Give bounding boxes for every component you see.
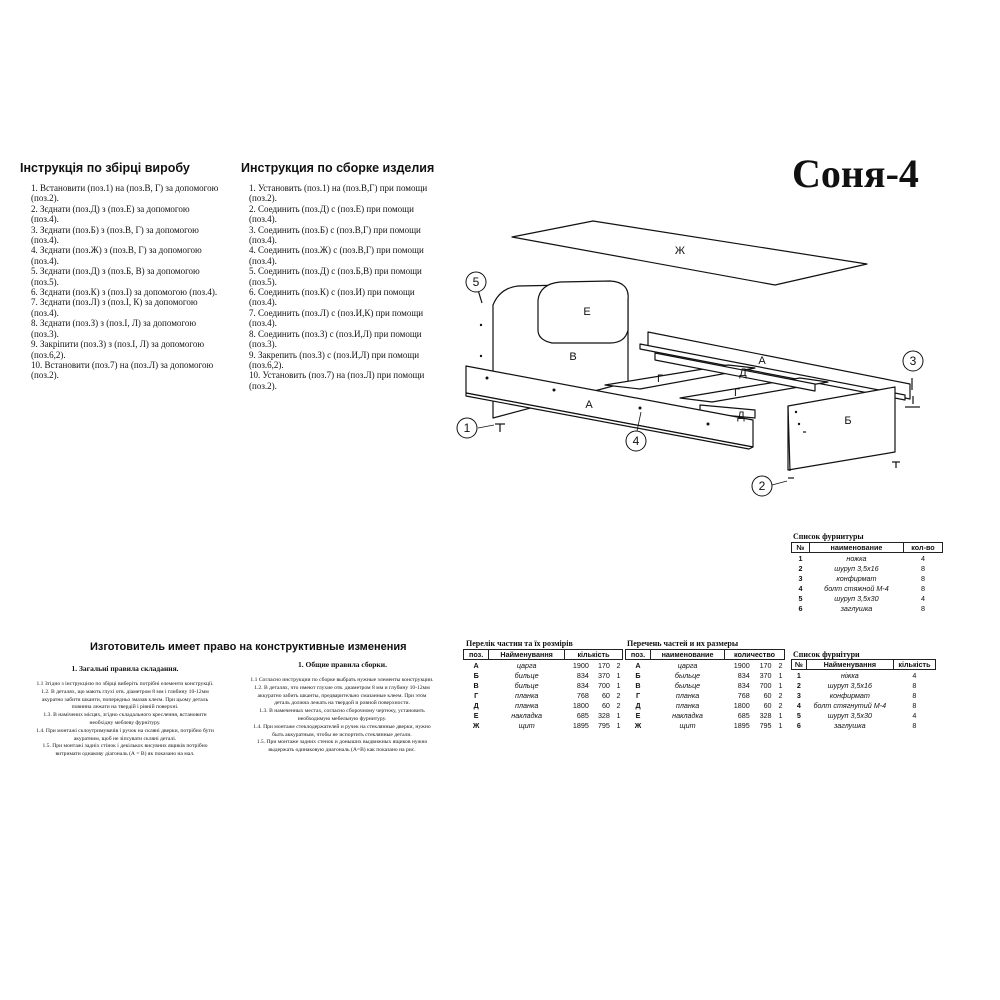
table-cell: 8 (912, 690, 917, 700)
text-line: необходимую мебельную фурнитуру. (297, 715, 387, 722)
table-cell: Б (635, 670, 641, 680)
table-cell: 834 (576, 680, 589, 690)
text-line: необхідну меблеву фурнітуру. (89, 719, 161, 726)
table-cell: 3 (798, 573, 803, 583)
text-line: (поз.4). (249, 214, 277, 225)
table-cell: 768 (737, 690, 750, 700)
table-cell: 60 (601, 700, 610, 710)
text-line: 1.4. При монтажі склоутримувачів і ручок на скляні дверки, потрібно бути (36, 727, 214, 734)
text-line: 1.3. В намічених місцях, згідно складального креслення, встановити (43, 712, 207, 719)
product-title: Соня-4 (792, 151, 919, 196)
text-line: (поз.4). (249, 235, 277, 246)
text-line: 1.5. При монтаже задних стенок и доныших выдвижных ящиков нужно (256, 739, 428, 746)
table-cell: Д (635, 700, 641, 710)
label-zh: Ж (674, 245, 686, 257)
table-cell: 3 (796, 690, 801, 700)
table-cell: 5 (796, 710, 801, 720)
table-cell: 5 (798, 593, 803, 603)
table-row (792, 690, 936, 700)
text-line: (поз.6,2). (249, 359, 284, 370)
table-cell: 1900 (733, 660, 750, 670)
table-cell: 2 (778, 700, 783, 710)
text-line: 10. Встановити (поз.7) на (поз.Л) за допомогою (31, 359, 214, 370)
table-row (464, 660, 623, 671)
table-row (792, 680, 936, 690)
table-cell: планка (675, 690, 700, 700)
table-row (792, 670, 936, 681)
text-line: акуратним, щоб не зіпсувати скляні деталі. (73, 735, 177, 742)
table-cell: 328 (759, 710, 772, 720)
table-cell: 768 (576, 690, 589, 700)
table-cell: 795 (759, 720, 772, 730)
table-header: кількість (565, 650, 623, 660)
table-cell: 8 (921, 583, 925, 593)
text-line: (поз.4). (31, 235, 59, 246)
text-line: 2. Соединить (поз.Д) с (поз.Е) при помощи (249, 203, 414, 214)
text-line: 1.3. В намеченных местах, согласно сборочному чертежу, установить (259, 708, 425, 715)
table-cell: быльце (674, 670, 701, 680)
table-cell: 1895 (733, 720, 750, 730)
table-header: поз. (626, 650, 651, 660)
text-line: 3. Зєднати (поз.Б) з (поз.В, Г) за допомогою (31, 224, 199, 235)
table-cell: шуруп 3,5х30 (834, 593, 879, 603)
table-row (792, 553, 943, 564)
table-cell: 1 (778, 720, 783, 730)
table-header: количество (725, 650, 785, 660)
table-cell: 6 (796, 720, 801, 730)
text-line: (поз.6,2). (31, 349, 66, 360)
parts-ru-table (625, 649, 785, 730)
label-e: Е (583, 306, 591, 318)
table-cell: Е (635, 710, 641, 720)
label-g-1: Г (657, 373, 663, 385)
text-line: быть аккуратным, чтобы не испортить стеклянные детали. (272, 731, 412, 738)
callout-4: 4 (632, 434, 640, 448)
table-cell: планка (675, 700, 700, 710)
table-cell: 328 (597, 710, 610, 720)
text-line: 7. Соединить (поз.Л) с (поз.И,К) при помощи (249, 307, 424, 318)
text-line: аккуратно забить шканты, предварительно смазанные клеем. При этом (257, 692, 427, 699)
table-cell: 1 (798, 553, 803, 563)
label-a-front: А (585, 399, 593, 411)
part-b-footboard (788, 387, 895, 470)
table-cell: 60 (763, 700, 772, 710)
table-cell: Ж (472, 720, 480, 730)
text-line: (поз.2). (249, 380, 277, 391)
ru-instructions-title: Инструкция по сборке изделия (241, 161, 435, 175)
ua-rules-title: 1. Загальні правила складання. (71, 664, 179, 673)
table-cell: щит (518, 720, 535, 730)
text-line: 1.5. При монтажі задніх стінок і декількох висувних ящиків потрібно (42, 743, 208, 750)
callout-3: 3 (909, 354, 917, 368)
text-line: 1.2. В деталях, що мають глухі отв. діаметром 8 мм і глибину 10-12мм (41, 688, 209, 695)
text-line: (поз.4). (249, 297, 277, 308)
table-row (792, 710, 936, 720)
text-line: 6. Зєднати (поз.К) з (поз.І) за допомогою (поз.4). (31, 287, 218, 298)
table-row (464, 700, 623, 710)
text-line: (поз.4). (249, 255, 277, 266)
text-line: 5. Зєднати (поз.Д) з (поз.Б, В) за допомогою (31, 266, 200, 277)
table-header: Найменування (489, 650, 565, 660)
table-cell: болт стягнутий М-4 (813, 700, 887, 710)
table-header: кількість (893, 660, 935, 670)
table-cell: Д (473, 700, 479, 710)
ru-rules-text (236, 677, 448, 755)
text-line: 1.1 Согласно инструкции по сборке выбрать нужные элементы конструкции. (250, 677, 434, 683)
table-row (792, 573, 943, 583)
table-cell: 2 (778, 690, 783, 700)
text-line: 3. Соединить (поз.Б) с (поз.В,Г) при помощи (249, 224, 421, 235)
ua-rules-text (18, 681, 232, 759)
table-cell: 6 (798, 603, 803, 613)
table-cell: 834 (737, 680, 750, 690)
table-cell: бильце (514, 680, 539, 690)
text-line: 8. Зєднати (поз.З) з (поз.І, Л) за допомогою (31, 318, 197, 329)
table-cell: Е (473, 710, 479, 720)
table-header: наименование (809, 543, 903, 553)
table-header: № (792, 660, 807, 670)
text-line: 2. Зєднати (поз.Д) з (поз.Е) за допомогою (31, 203, 190, 214)
table-row (626, 720, 785, 730)
table-cell: заглушка (833, 720, 866, 730)
label-v: В (569, 351, 577, 363)
table-cell: 4 (912, 670, 917, 680)
text-line: 10. Установить (поз.7) на (поз.Л) при помощи (249, 370, 425, 381)
text-line: витримати однакову діагональ (А = В) як показано на мал. (55, 751, 195, 758)
table-cell: 170 (597, 660, 610, 670)
table-cell: накладка (672, 710, 703, 720)
text-line: 1.1 Згідно з інструкцією по збірці виберіть потрібні елементи конструкції. (36, 681, 214, 687)
table-cell: накладка (511, 710, 543, 720)
table-cell: Г (474, 690, 479, 700)
table-cell: царга (677, 660, 698, 670)
fittings-ua-table (791, 659, 936, 730)
table-cell: щит (679, 720, 696, 730)
table-cell: 2 (616, 660, 621, 670)
parts-ru-caption: Перечень частей и их размеры (627, 639, 739, 648)
table-cell: 2 (616, 700, 621, 710)
table-cell: 1800 (572, 700, 589, 710)
table-row (464, 670, 623, 680)
ru-rules-title: 1. Общие правила сборки. (298, 660, 387, 669)
table-cell: 4 (921, 553, 925, 563)
label-g-2: Г (734, 387, 740, 399)
text-line: (поз.4). (249, 318, 277, 329)
table-cell: 4 (912, 710, 917, 720)
table-cell: В (473, 680, 479, 690)
table-cell: 2 (798, 563, 803, 573)
table-cell: 1800 (733, 700, 750, 710)
table-cell: 8 (921, 603, 925, 613)
table-cell: 4 (796, 700, 801, 710)
table-cell: шуруп 3,5х16 (834, 563, 879, 573)
table-row (626, 690, 785, 700)
text-line: повинна лежати на твердій і рівній поверхні. (71, 704, 179, 711)
table-cell: А (635, 660, 641, 670)
table-header: поз. (464, 650, 489, 660)
table-row (792, 720, 936, 730)
text-line: (поз.2). (249, 193, 277, 204)
table-cell: 685 (576, 710, 589, 720)
table-row (792, 603, 943, 613)
table-cell: Ж (634, 720, 642, 730)
table-cell: 4 (921, 593, 925, 603)
text-line: (поз.2). (31, 193, 59, 204)
table-cell: планка (514, 690, 539, 700)
table-cell: 1895 (572, 720, 589, 730)
table-row (792, 563, 943, 573)
label-a-back: А (758, 355, 766, 367)
text-line: 9. Закрепить (поз.З) с (поз.И,Л) при помощи (249, 349, 420, 360)
text-line: (поз.4). (31, 307, 59, 318)
table-row (464, 690, 623, 700)
text-line: (поз.4). (31, 255, 59, 266)
text-line: 6. Соединить (поз.К) с (поз.И) при помощи (249, 287, 415, 298)
table-row (792, 583, 943, 593)
table-row (464, 720, 623, 730)
table-cell: ніжка (840, 670, 859, 680)
callout-5: 5 (472, 275, 480, 289)
table-cell: 4 (798, 583, 803, 593)
table-header: № (792, 543, 810, 553)
text-line: 7. Зєднати (поз.Л) з (поз.І, К) за допомогою (31, 297, 198, 308)
text-line: акуратно забити шканти, попередньо змазав клеєм. При цьому деталь (41, 696, 209, 703)
parts-ua-table (463, 649, 623, 730)
table-cell: 2 (778, 660, 783, 670)
text-line: (поз.5). (31, 276, 59, 287)
table-header: наименование (651, 650, 725, 660)
text-line: выдержать одинаковую диагональ (А=В) как показано на рис. (268, 747, 416, 754)
text-line: деталь должна лежать на твердой и ровной поверхности. (274, 700, 410, 707)
text-line: 1.4. При монтаже стеклодержателей и ручек на стеклянные дверки, нужно (253, 723, 431, 730)
table-cell: 1 (616, 680, 621, 690)
table-row (626, 680, 785, 690)
table-cell: 700 (597, 680, 610, 690)
text-line: (поз.4). (31, 214, 59, 225)
table-cell: 1 (616, 720, 621, 730)
table-cell: 1 (778, 680, 783, 690)
table-row (464, 710, 623, 720)
table-cell: 1 (778, 670, 783, 680)
table-row (792, 700, 936, 710)
label-d-2: Д (737, 410, 745, 422)
text-line: 5. Соединить (поз.Д) с (поз.Б,В) при помощи (249, 266, 422, 277)
part-g-slat-2 (680, 378, 828, 402)
table-cell: 700 (759, 680, 772, 690)
table-cell: 1 (796, 670, 801, 680)
table-cell: В (635, 680, 641, 690)
table-cell: 1 (616, 710, 621, 720)
table-cell: 8 (921, 563, 925, 573)
table-header: кол-во (904, 543, 943, 553)
table-header: Найменування (806, 660, 893, 670)
label-d-1: Д (739, 367, 747, 379)
table-cell: 8 (921, 573, 925, 583)
table-cell: 8 (912, 700, 917, 710)
text-line: (поз.3). (249, 339, 277, 350)
table-row (792, 593, 943, 603)
parts-ua-caption: Перелік частин та їх розмірів (466, 639, 573, 648)
table-cell: конфирмат (829, 690, 870, 700)
table-cell: царга (516, 660, 537, 670)
table-cell: А (473, 660, 479, 670)
table-cell: бильце (514, 670, 539, 680)
table-row (464, 680, 623, 690)
table-cell: 795 (597, 720, 610, 730)
table-cell: конфирмат (836, 573, 877, 583)
ua-instructions-title: Інструкція по збірці виробу (20, 161, 190, 175)
text-line: 1. Установить (поз.1) на (поз.В,Г) при помощи (249, 183, 428, 193)
table-cell: 170 (759, 660, 772, 670)
table-cell: Б (473, 670, 479, 680)
callout-1: 1 (463, 421, 471, 435)
label-b: Б (844, 415, 852, 427)
table-cell: быльце (674, 680, 701, 690)
table-cell: 8 (912, 680, 917, 690)
table-cell: 834 (576, 670, 589, 680)
callout-2: 2 (758, 479, 766, 493)
table-row (626, 670, 785, 680)
table-cell: 8 (912, 720, 917, 730)
table-cell: Г (635, 690, 641, 700)
manufacturer-note: Изготовитель имеет право на конструктивные изменения (90, 641, 407, 653)
table-cell: шуруп 3,5х30 (827, 710, 873, 720)
table-cell: 2 (796, 680, 801, 690)
table-cell: 370 (597, 670, 610, 680)
table-cell: планка (514, 700, 539, 710)
text-line: 4. Зєднати (поз.Ж) з (поз.В, Г) за допомогою (31, 245, 202, 256)
table-cell: 60 (763, 690, 772, 700)
table-cell: 60 (601, 690, 610, 700)
text-line: 1. Встановити (поз.1) на (поз.В, Г) за допомогою (31, 183, 219, 193)
text-line: 4. Соединить (поз.Ж) с (поз.В,Г) при помощи (249, 245, 424, 256)
text-line: (поз.5). (249, 276, 277, 287)
part-zh-board (512, 221, 867, 285)
table-cell: ножка (846, 553, 867, 563)
table-cell: заглушка (840, 603, 873, 613)
fittings-top-table (791, 542, 943, 613)
table-cell: шуруп 3,5х16 (827, 680, 873, 690)
table-cell: 1 (616, 670, 621, 680)
table-cell: болт стяжной М-4 (824, 583, 889, 593)
text-line: 1.2. В деталях, что имеют глухие отв. диаметром 8 мм и глубину 10-12мм (254, 684, 430, 691)
text-line: 9. Закріпити (поз.З) з (поз.І, Л) за допомогою (31, 339, 205, 350)
fittings-ua-caption: Список фурнітури (793, 650, 860, 659)
table-cell: 685 (737, 710, 750, 720)
text-line: (поз.3). (31, 328, 59, 339)
table-row (626, 660, 785, 671)
text-line: 8. Соединить (поз.З) с (поз.И,Л) при помощи (249, 328, 422, 339)
table-cell: 2 (616, 690, 621, 700)
text-line: (поз.2). (31, 370, 59, 381)
table-row (626, 700, 785, 710)
table-cell: 370 (759, 670, 772, 680)
table-cell: 1 (778, 710, 783, 720)
fittings-top-caption: Список фурнитуры (793, 532, 864, 541)
table-row (626, 710, 785, 720)
table-cell: 834 (737, 670, 750, 680)
table-cell: 1900 (572, 660, 589, 670)
